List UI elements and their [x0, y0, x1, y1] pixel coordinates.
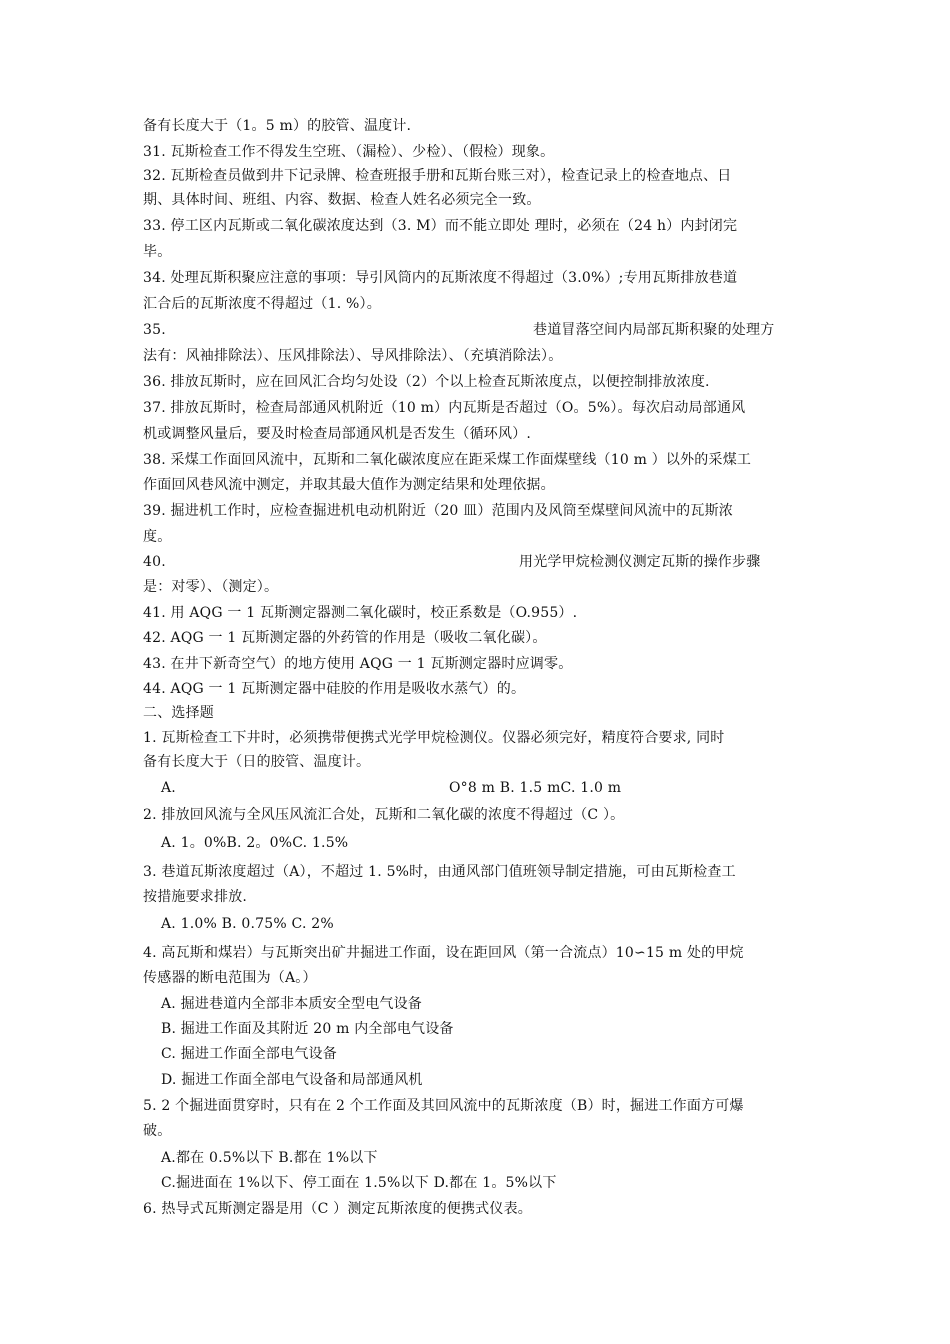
choice-options: A.都在 0.5%以下 B.都在 1%以下 [161, 1150, 378, 1166]
question-text: 用光学甲烷检测仪测定瓦斯的操作步骤 [519, 554, 761, 570]
choice-options: A. 1.0% B. 0.75% C. 2% [161, 916, 334, 932]
text-line: 是：对零）、（测定）。 [143, 579, 279, 595]
question-43: 43. 在井下新奇空气）的地方使用 AQG 一 1 瓦斯测定器时应调零。 [143, 656, 573, 672]
question-42: 42. AQG 一 1 瓦斯测定器的外药管的作用是（吸收二氧化碳）。 [143, 630, 547, 646]
question-38: 38. 采煤工作面回风流中，瓦斯和二氧化碳浓度应在距采煤工作面煤壁线（10 m ）以外的采煤工 [143, 452, 752, 468]
choice-question-1: 1. 瓦斯检查工下井时，必须携带便携式光学甲烷检测仪。仪器必须完好，精度符合要求, 同时 [143, 730, 725, 746]
text-line: 机或调整风量后，要及时检查局部通风机是否发生（循环风）. [143, 426, 532, 442]
question-33: 33. 停工区内瓦斯或二氧化碳浓度达到（3. M）而不能立即处 理时，必须在（24 h）内封闭完 [143, 218, 738, 234]
choice-options: A. 1。0%B. 2。0%C. 1.5% [161, 835, 349, 851]
text-line: 备有长度大于（日的胶管、温度计。 [143, 754, 371, 770]
text-line: 期、具体时间、班组、内容、数据、检查人姓名必须完全一致。 [143, 192, 541, 208]
text-line: 度。 [143, 529, 172, 545]
text-line: 破。 [143, 1123, 172, 1139]
text-line: 备有长度大于（1。5 m）的胶管、温度计. [143, 118, 412, 134]
choice-option: A. 掘进巷道内全部非本质安全型电气设备 [161, 996, 423, 1012]
choice-question-4: 4. 高瓦斯和煤岩）与瓦斯突出矿井掘进工作面，设在距回风（第一合流点）10∽15 m 处的甲烷 [143, 945, 744, 961]
text-line: 按措施要求排放. [143, 889, 248, 905]
choice-question-3: 3. 巷道瓦斯浓度超过（A），不超过 1. 5%时，由通风部门值班领导制定措施，可由瓦斯检查工 [143, 864, 736, 880]
choice-option: B. 掘进工作面及其附近 20 m 内全部电气设备 [161, 1021, 454, 1037]
question-39: 39. 掘进机工作时，应检查掘进机电动机附近（20 皿）范围内及风筒至煤壁间风流中的瓦斯浓 [143, 503, 733, 519]
text-line: 汇合后的瓦斯浓度不得超过（1. %）。 [143, 296, 381, 312]
option-text: O°8 m B. 1.5 mC. 1.0 m [449, 780, 622, 796]
question-41: 41. 用 AQG 一 1 瓦斯测定器测二氧化碳时，校正系数是（O.955）. [143, 605, 578, 621]
option-label: A. [161, 780, 176, 796]
text-line: 毕。 [143, 244, 172, 260]
choice-question-2: 2. 排放回风流与全风压风流汇合处，瓦斯和二氧化碳的浓度不得超过（C ）。 [143, 807, 625, 823]
question-40 [143, 552, 818, 572]
choice-question-5: 5. 2 个掘进面贯穿时，只有在 2 个工作面及其回风流中的瓦斯浓度（B）时，掘进工作面方可爆 [143, 1098, 744, 1114]
question-text: 巷道冒落空间内局部瓦斯积聚的处理方 [533, 322, 775, 338]
text-line: 作面回风巷风流中测定，并取其最大值作为测定结果和处理依据。 [143, 477, 555, 493]
question-37: 37. 排放瓦斯时，检查局部通风机附近（10 m）内瓦斯是否超过（O。5%）。每次启动局部通风 [143, 400, 746, 416]
choice-option: D. 掘进工作面全部电气设备和局部通风机 [161, 1072, 423, 1088]
question-number: 40. [143, 554, 166, 570]
question-35 [143, 320, 818, 340]
question-44: 44. AQG 一 1 瓦斯测定器中硅胶的作用是吸收水蒸气）的。 [143, 681, 526, 697]
choice-options: C.掘进面在 1%以下、停工面在 1.5%以下 D.都在 1。5%以下 [161, 1175, 557, 1191]
choice-options [161, 778, 836, 798]
section-heading: 二、选择题 [143, 705, 214, 721]
text-line: 法有：风袖排除法）、压风排除法）、导风排除法）、（充填消除法）。 [143, 348, 563, 364]
question-number: 35. [143, 322, 166, 338]
question-31: 31. 瓦斯检查工作不得发生空班、（漏检）、少检）、（假检）现象。 [143, 144, 555, 160]
question-36: 36. 排放瓦斯时，应在回风汇合均匀处设（2）个以上检查瓦斯浓度点，以便控制排放浓度. [143, 374, 710, 390]
question-34: 34. 处理瓦斯积聚应注意的事项：导引风筒内的瓦斯浓度不得超过（3.0%）;专用瓦斯排放巷道 [143, 270, 738, 286]
text-line: 传感器的断电范围为（A。） [143, 970, 317, 986]
choice-question-6: 6. 热导式瓦斯测定器是用（C ）测定瓦斯浓度的便携式仪表。 [143, 1201, 532, 1217]
choice-option: C. 掘进工作面全部电气设备 [161, 1046, 337, 1062]
question-32: 32. 瓦斯检查员做到井下记录牌、检查班报手册和瓦斯台账三对），检查记录上的检查地点、日 [143, 168, 732, 184]
